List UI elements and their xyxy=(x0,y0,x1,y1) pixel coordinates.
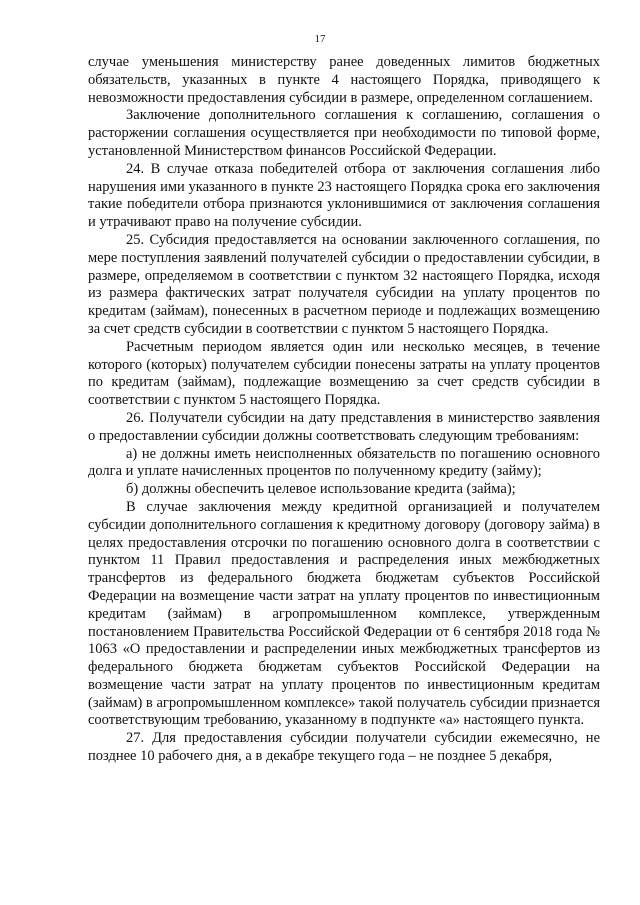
paragraph-26-b: б) должны обеспечить целевое использование кредита (займа); xyxy=(126,481,516,498)
paragraph-24: 24. В случае отказа победителей отбора от заключения соглашения либо нарушения ими указанного в пункте 23 настоящего Порядка срока его заключения такие победители отбора признаются уклонившимися от заключения соглашения и утрачивают право на получение субсидии. xyxy=(88,160,600,231)
page-number: 17 xyxy=(314,33,326,45)
paragraph-continuation: случае уменьшения министерству ранее доведенных лимитов бюджетных обязательств, указанных в пункте 4 настоящего Порядка, приводящего к невозможности предоставления субсидии в размере, определенном соглашением. xyxy=(88,54,600,106)
paragraph-additional-loan-agreement: В случае заключения между кредитной организацией и получателем субсидии дополнительного соглашения к кредитному договору (договору займа) в целях предоставления отсрочки по погашению основного долга в соответствии с пунктом 11 Правил предоставления и распределения иных межбюджетных трансфертов из федерального бюджета бюджетам субъектов Российской Федерации на возмещение части затрат на уплату процентов по инвестиционным кредитам (займам) в агропромышленном комплексе, утвержденным постановлением Правительства Российской Федерации от 6 сентября 2018 года № 1063 «О предоставлении и распределении иных межбюджетных трансфертов из федерального бюджета бюджетам субъектов Российской Федерации на возмещение части затрат на уплату процентов по инвестиционным кредитам (займам) в агропромышленном комплексе» такой получатель субсидии признается соответствующим требованию, указанному в подпункте «а» настоящего пункта. xyxy=(88,498,600,729)
paragraph-25: 25. Субсидия предоставляется на основании заключенного соглашения, по мере поступления заявлений получателей субсидии о предоставлении субсидии, в размере, определяемом в соответствии с пунктом 32 настоящего Порядка, исходя из размера фактических затрат получателя субсидии на уплату процентов по кредитам (займам), понесенных в расчетном периоде и подлежащих возмещению за счет средств субсидии в соответствии с пунктом 5 настоящего Порядка. xyxy=(88,231,600,337)
paragraph-27: 27. Для предоставления субсидии получатели субсидии ежемесячно, не позднее 10 рабочего дня, а в декабре текущего года – не позднее 5 декабря, xyxy=(88,730,600,765)
paragraph-26: 26. Получатели субсидии на дату представления в министерство заявления о предоставлении субсидии должны соответствовать следующим требованиям: xyxy=(88,409,600,444)
paragraph-settlement-period: Расчетным периодом является один или несколько месяцев, в течение которого (которых) получателем субсидии понесены затраты на уплату процентов по кредитам (займам), подлежащие возмещению за счет средств субсидии в соответствии с пунктом 5 настоящего Порядка. xyxy=(88,338,600,409)
paragraph-26-a: а) не должны иметь неисполненных обязательств по погашению основного долга и уплате начисленных процентов по полученному кредиту (займу); xyxy=(88,445,600,480)
document-body xyxy=(88,54,600,766)
paragraph-additional-agreement: Заключение дополнительного соглашения к соглашению, соглашения о расторжении соглашения осуществляется при необходимости по типовой форме, установленной Министерством финансов Российской Федерации. xyxy=(88,107,600,159)
